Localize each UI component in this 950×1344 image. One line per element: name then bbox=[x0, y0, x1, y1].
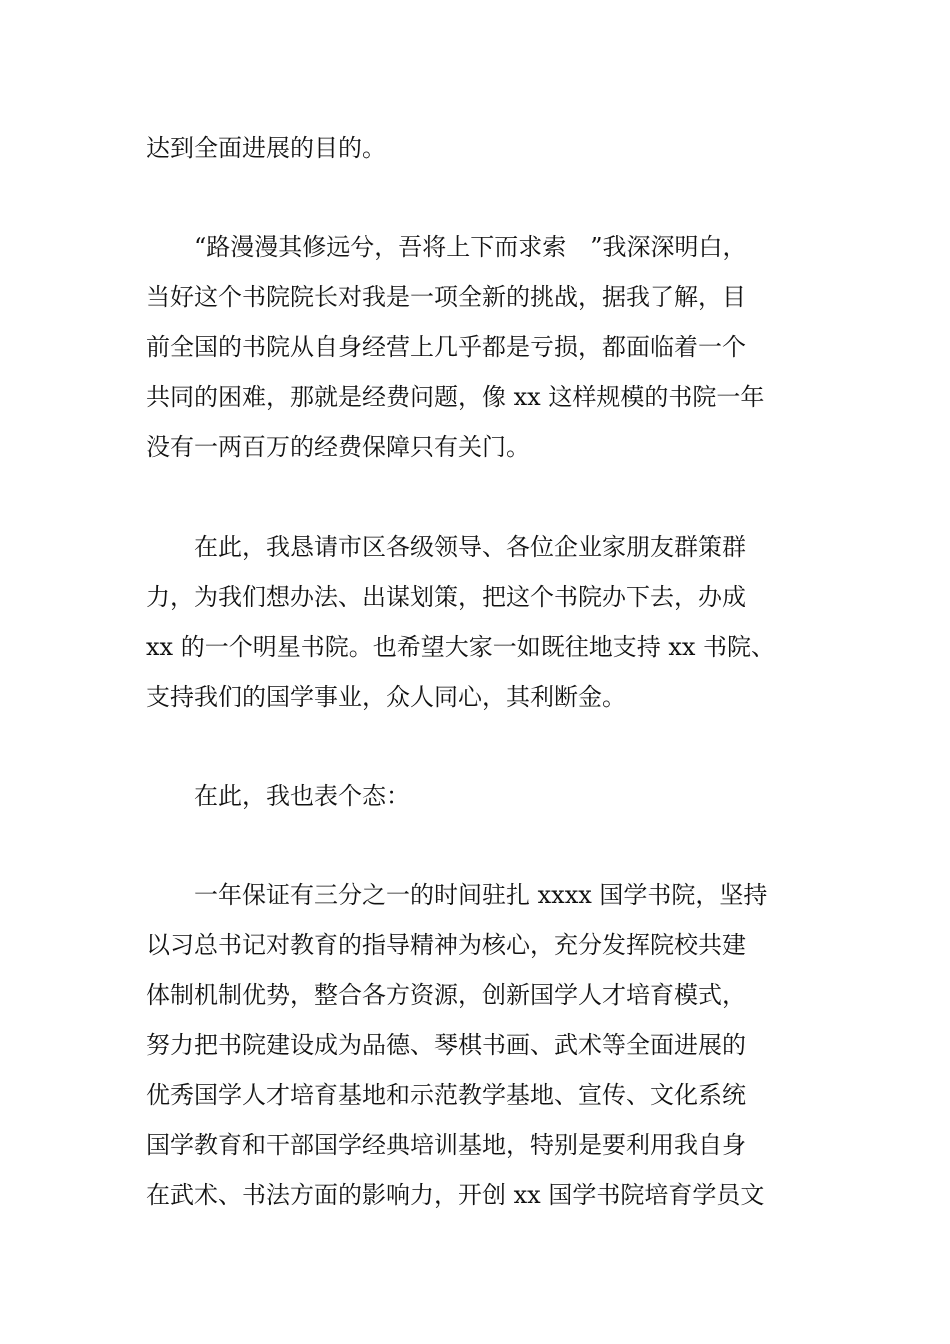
text-line: 优秀国学人才培育基地和示范教学基地、宣传、文化系统 bbox=[146, 1081, 746, 1109]
paragraph-4 bbox=[146, 771, 836, 821]
text-line: 共同的困难，那就是经费问题，像 xx 这样规模的书院一年 bbox=[146, 383, 765, 411]
text-line: 努力把书院建设成为品德、琴棋书画、武术等全面进展的 bbox=[146, 1031, 746, 1059]
text-line: 在此，我也表个态： bbox=[146, 782, 410, 810]
text-line: 力，为我们想办法、出谋划策，把这个书院办下去，办成 bbox=[146, 583, 746, 611]
text-line: 体制机制优势，整合各方资源，创新国学人才培育模式， bbox=[146, 981, 746, 1009]
text-line: 在此，我恳请市区各级领导、各位企业家朋友群策群 bbox=[146, 533, 746, 561]
text-line: xx 的一个明星书院。也希望大家一如既往地支持 xx 书院、 bbox=[146, 633, 776, 661]
text-line: 支持我们的国学事业，众人同心，其利断金。 bbox=[146, 683, 626, 711]
text-line: 以习总书记对教育的指导精神为核心，充分发挥院校共建 bbox=[146, 931, 746, 959]
text-line: “路漫漫其修远兮，吾将上下而求索 ”我深深明白， bbox=[146, 233, 747, 261]
paragraph-5 bbox=[146, 870, 836, 1220]
paragraph-3 bbox=[146, 522, 836, 722]
text-line: 在武术、书法方面的影响力，开创 xx 国学书院培育学员文 bbox=[146, 1181, 765, 1209]
paragraph-1 bbox=[146, 123, 836, 173]
text-line: 一年保证有三分之一的时间驻扎 xxxx 国学书院，坚持 bbox=[146, 881, 768, 909]
text-line: 达到全面进展的目的。 bbox=[146, 134, 386, 162]
text-line: 没有一两百万的经费保障只有关门。 bbox=[146, 433, 530, 461]
text-line: 当好这个书院院长对我是一项全新的挑战，据我了解，目 bbox=[146, 283, 746, 311]
text-line: 前全国的书院从自身经营上几乎都是亏损，都面临着一个 bbox=[146, 333, 746, 361]
text-line: 国学教育和干部国学经典培训基地，特别是要利用我自身 bbox=[146, 1131, 746, 1159]
paragraph-2 bbox=[146, 222, 836, 472]
